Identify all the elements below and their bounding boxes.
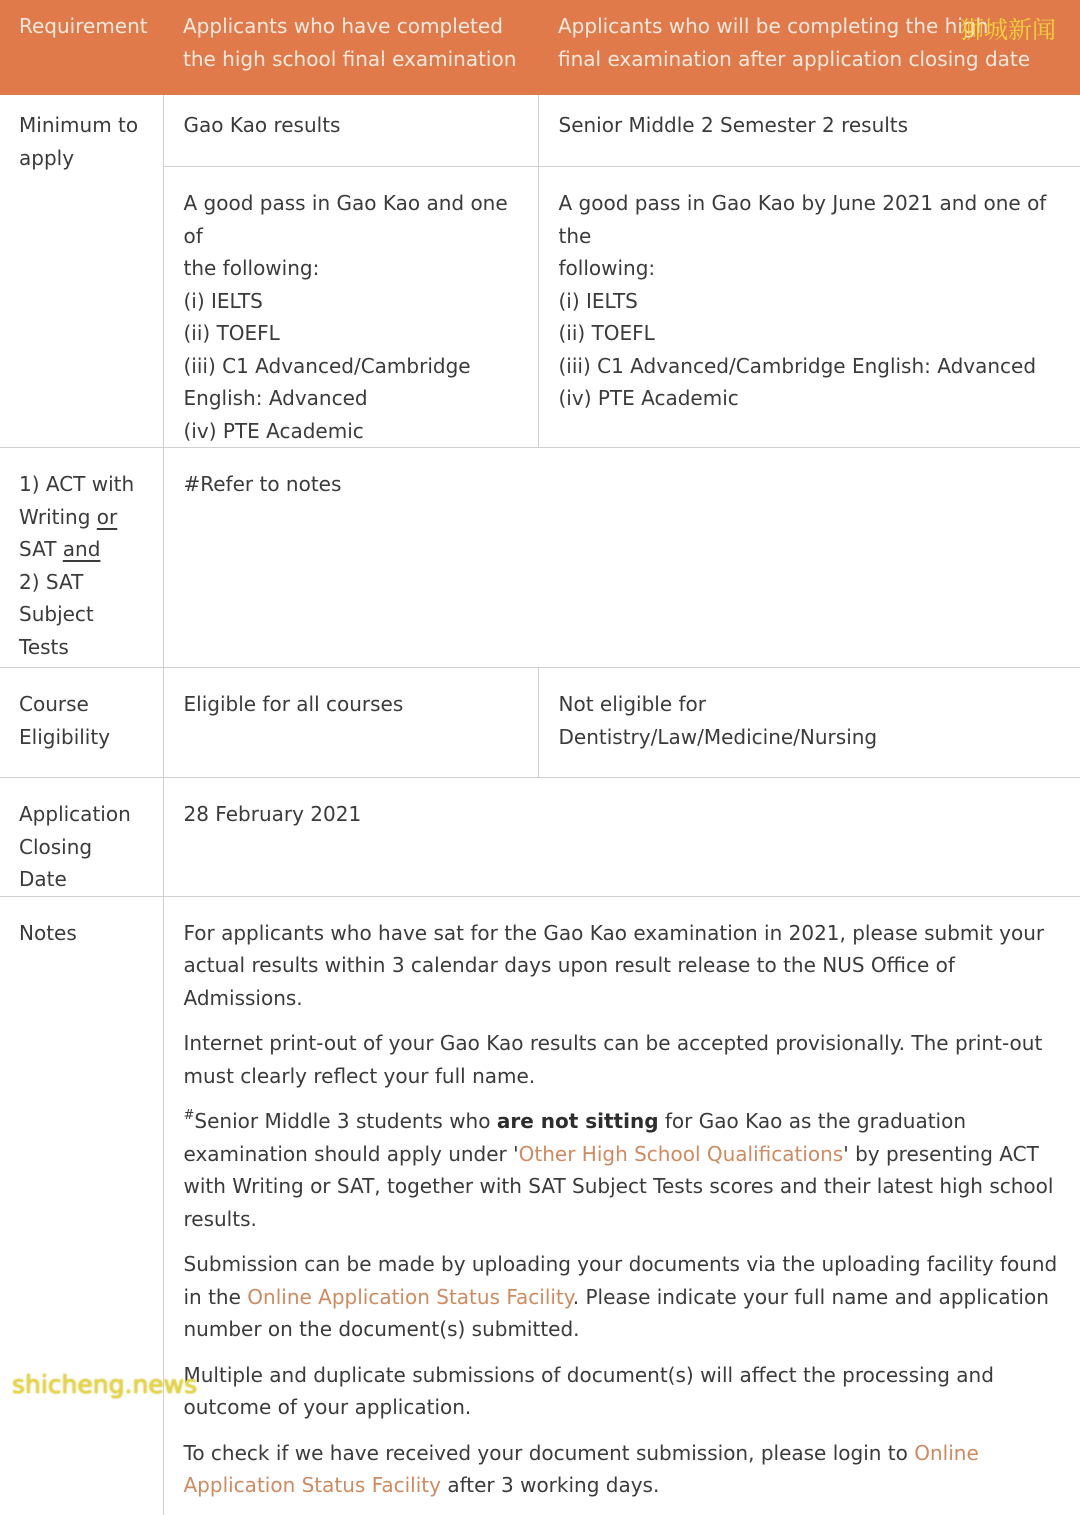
- act-sat-label-line5: Subject Tests: [19, 602, 94, 659]
- row-minimum-results: [0, 95, 1080, 167]
- completed-english-line: (iv) PTE Academic: [183, 418, 364, 443]
- completed-results-cell: [163, 95, 538, 167]
- notes-paragraph-4: [184, 1248, 1065, 1346]
- header-completing-line2: final examination after application closing date: [558, 46, 1031, 71]
- minimum-label-line1: Minimum to: [19, 113, 139, 137]
- header-requirement: [0, 0, 163, 95]
- row-course-eligibility: [0, 668, 1080, 778]
- course-completed-text: Eligible for all courses: [183, 692, 404, 716]
- act-sat-label-line2: [19, 501, 143, 534]
- notes-p3-bold: are not sitting: [496, 1109, 659, 1133]
- completed-english-line: (i) IELTS: [183, 288, 263, 313]
- notes-p3-text-a: Senior Middle 3 students who: [194, 1109, 497, 1133]
- closing-value-cell: [163, 778, 1080, 897]
- completed-english-line: (ii) TOEFL: [183, 321, 280, 345]
- closing-label-line2: Closing Date: [19, 834, 93, 891]
- act-sat-sat-text: SAT: [19, 537, 63, 561]
- course-label-line1: Course: [19, 692, 89, 716]
- row-closing-date: [0, 778, 1080, 897]
- completed-english-cell: [163, 167, 538, 448]
- completed-english-list: [184, 187, 518, 447]
- notes-content-cell: [163, 896, 1080, 1515]
- header-completed-line1: Applicants who have completed: [183, 14, 503, 38]
- notes-p6-text-b: after 3 working days.: [440, 1473, 660, 1497]
- course-label-cell: [0, 668, 163, 778]
- notes-label: Notes: [19, 920, 77, 945]
- notes-p6-text-a: To check if we have received your document submission, please login to: [183, 1440, 915, 1465]
- completing-english-line: (ii) TOEFL: [558, 321, 655, 345]
- watermark-top: 狮城新闻: [960, 16, 1056, 44]
- notes-paragraph-2: Internet print-out of your Gao Kao results can be accepted provisionally. The print-out must clearly reflect your full name.: [183, 1031, 1043, 1088]
- closing-label-line1: Application: [19, 802, 131, 826]
- completing-english-line: following:: [558, 256, 656, 280]
- notes-paragraph-3: [184, 1105, 1065, 1235]
- row-act-sat: [0, 448, 1080, 668]
- watermark-bottom: shicheng.news: [12, 1370, 198, 1399]
- act-sat-writing-text: Writing: [19, 504, 97, 529]
- completing-english-line: A good pass in Gao Kao by June 2021 and one of the: [558, 191, 1047, 248]
- closing-label-cell: [0, 778, 163, 897]
- completed-english-line: the following:: [183, 256, 320, 280]
- minimum-label-cell: [0, 95, 163, 448]
- act-sat-label-cell: [0, 448, 163, 668]
- notes-label-cell: [0, 896, 163, 1515]
- course-completing-line1: Not eligible for: [558, 692, 706, 716]
- act-sat-label-line3: [19, 533, 143, 566]
- course-completing-line2: Dentistry/Law/Medicine/Nursing: [558, 724, 878, 749]
- notes-paragraph-1: For applicants who have sat for the Gao Kao examination in 2021, please submit your actual results within 3 calendar days upon result release to the NUS Office of Admissions.: [183, 920, 1045, 1010]
- notes-p3-text-c: ' by presenting ACT with Writing or SAT, together with SAT Subject Tests scores and their latest high school results.: [183, 1141, 1054, 1231]
- row-notes: [0, 896, 1080, 1515]
- completed-english-line: A good pass in Gao Kao and one of: [183, 191, 508, 248]
- act-sat-value: #Refer to notes: [183, 472, 342, 496]
- notes-p4-text-a: Submission can be made by uploading your documents via the uploading facility found in the: [183, 1252, 1058, 1309]
- completing-results-text: Senior Middle 2 Semester 2 results: [558, 113, 909, 137]
- completing-english-line: (iv) PTE Academic: [558, 386, 739, 410]
- act-sat-or-text: or: [96, 504, 118, 529]
- hash-marker: #: [183, 1108, 195, 1123]
- notes-paragraph-5: Multiple and duplicate submissions of document(s) will affect the processing and outcome of your application.: [183, 1362, 994, 1419]
- notes-p3-text-b: for Gao Kao as the graduation examination should apply under ': [183, 1109, 967, 1166]
- completing-english-line: (i) IELTS: [558, 288, 638, 313]
- completing-english-cell: [538, 167, 1080, 448]
- closing-date-value: 28 February 2021: [183, 802, 362, 826]
- notes-paragraph-6: [184, 1437, 1065, 1502]
- act-sat-label-line1: 1) ACT with: [19, 472, 135, 496]
- notes-p4-text-b: . Please indicate your full name and application number on the document(s) submitted.: [183, 1284, 1049, 1341]
- online-application-status-link-2[interactable]: Online Application Status Facility: [183, 1440, 979, 1497]
- header-completed-line2: the high school final examination: [183, 46, 517, 71]
- online-application-status-link[interactable]: Online Application Status Facility: [247, 1284, 573, 1309]
- header-completing-line1: Applicants who will be completing the high: [558, 14, 989, 38]
- completed-english-line: English: Advanced: [183, 386, 368, 410]
- completed-english-line: (iii) C1 Advanced/Cambridge: [183, 353, 471, 378]
- course-label-line2: Eligibility: [19, 724, 111, 749]
- header-row: [0, 0, 1080, 95]
- course-completing-cell: [538, 668, 1080, 778]
- act-sat-label-line4: 2) SAT: [19, 569, 84, 594]
- completing-english-list: [559, 187, 1061, 415]
- act-sat-value-cell: [163, 448, 1080, 668]
- other-high-school-qualifications-link[interactable]: Other High School Qualifications: [518, 1141, 844, 1166]
- completed-results-text: Gao Kao results: [183, 113, 341, 137]
- course-completed-cell: [163, 668, 538, 778]
- act-sat-and-text: and: [62, 537, 101, 561]
- completing-english-line: (iii) C1 Advanced/Cambridge English: Advanced: [558, 353, 1037, 378]
- completing-results-cell: [538, 95, 1080, 167]
- header-completed: [163, 0, 538, 95]
- minimum-label-line2: apply: [19, 145, 75, 170]
- header-requirement-label: Requirement: [19, 14, 148, 38]
